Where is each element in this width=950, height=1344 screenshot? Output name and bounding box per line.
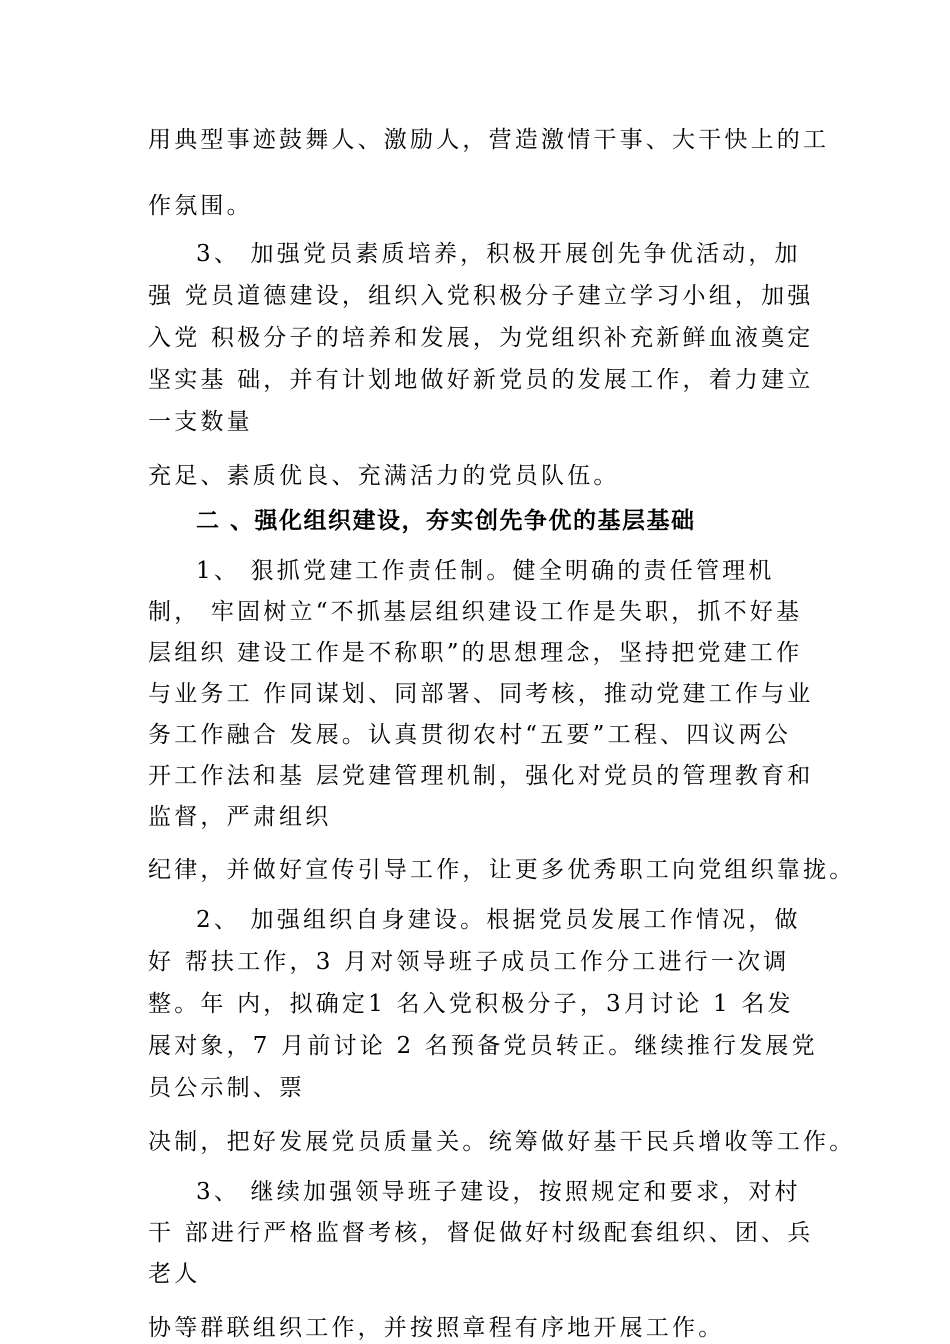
text-line: 强 党员道德建设，组织入党积极分子建立学习小组，加强 bbox=[148, 283, 814, 309]
text-line: 2、 加强组织自身建设。根据党员发展工作情况，做 bbox=[196, 907, 801, 933]
text-line: 展对象，7 月前讨论 2 名预备党员转正。继续推行发展党 bbox=[148, 1033, 818, 1059]
text-line: 与业务工 作同谋划、同部署、同考核，推动党建工作与业 bbox=[148, 681, 814, 707]
text-line: 3、 加强党员素质培养，积极开展创先争优活动，加 bbox=[196, 241, 801, 267]
text-line: 开工作法和基 层党建管理机制，强化对党员的管理教育和 bbox=[148, 763, 814, 789]
text-line: 监督，严肃组织 bbox=[148, 804, 332, 830]
text-line: 坚实基 础，并有计划地做好新党员的发展工作，着力建立 bbox=[148, 367, 814, 393]
text-line: 务工作融合 发展。认真贯彻农村“五要”工程、四议两公 bbox=[148, 722, 792, 748]
text-line: 1、 狠抓党建工作责任制。健全明确的责任管理机 bbox=[196, 558, 775, 584]
text-line: 纪律，并做好宣传引导工作，让更多优秀职工向党组织靠拢。 bbox=[148, 857, 856, 883]
text-line: 用典型事迹鼓舞人、激励人，营造激情干事、大干快上的工 bbox=[148, 127, 830, 153]
text-line: 整。年 内，拟确定1 名入党积极分子，3月讨论 1 名发 bbox=[148, 991, 794, 1017]
text-line: 入党 积极分子的培养和发展，为党组织补充新鲜血液奠定 bbox=[148, 325, 814, 351]
text-line: 充足、素质优良、充满活力的党员队伍。 bbox=[148, 463, 620, 489]
text-line: 干 部进行严格监督考核，督促做好村级配套组织、团、兵 bbox=[148, 1220, 814, 1246]
text-line: 协等群联组织工作，并按照章程有序地开展工作。 bbox=[148, 1315, 725, 1341]
text-line: 决制，把好发展党员质量关。统筹做好基干民兵增收等工作。 bbox=[148, 1129, 856, 1155]
text-line: 老人 bbox=[148, 1261, 201, 1287]
text-line: 3、 继续加强领导班子建设，按照规定和要求，对村 bbox=[196, 1179, 801, 1205]
text-line: 层组织 建设工作是不称职”的思想理念，坚持把党建工作 bbox=[148, 640, 803, 666]
section-heading: 二 、强化组织建设，夯实创先争优的基层基础 bbox=[196, 508, 696, 534]
text-line: 一支数量 bbox=[148, 409, 253, 435]
text-line: 员公示制、票 bbox=[148, 1075, 306, 1101]
text-line: 好 帮扶工作，3 月对领导班子成员工作分工进行一次调 bbox=[148, 949, 790, 975]
text-line: 作氛围。 bbox=[148, 193, 253, 219]
text-line: 制， 牢固树立“不抓基层组织建设工作是失职，抓不好基 bbox=[148, 599, 803, 625]
